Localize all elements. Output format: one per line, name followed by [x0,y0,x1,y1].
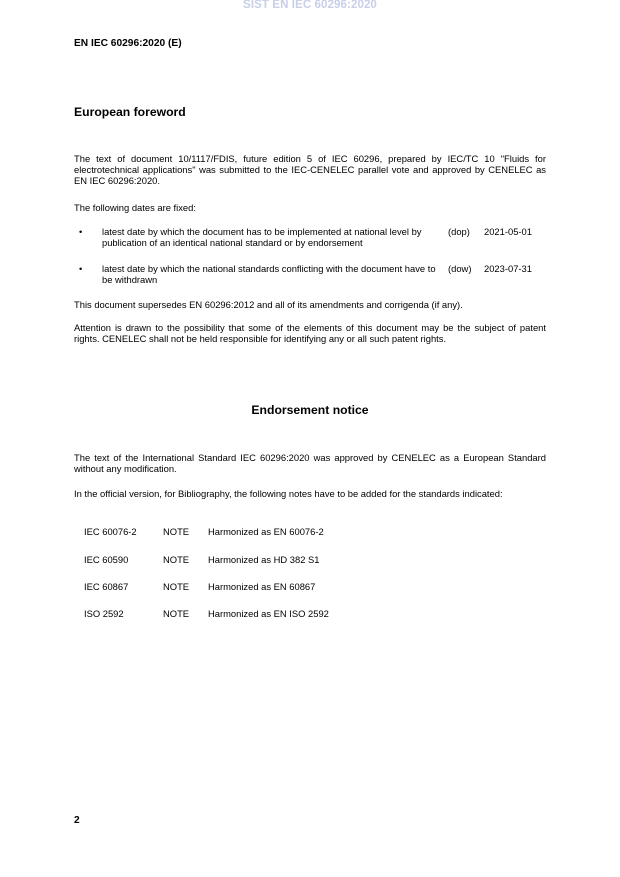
standard-note: NOTE [163,581,190,592]
date-item-code: (dop) [448,226,470,237]
standard-ref: ISO 2592 [84,608,124,619]
attention-text: Attention is drawn to the possibility that some of the elements of this document may be the subject of patent rights. CENELEC shall not be held responsible for identifying any or all such patent rights. [74,322,546,344]
endorsement-approved: The text of the International Standard IEC 60296:2020 was approved by CENELEC as a European Standard without any modification. [74,452,546,474]
standard-ref: IEC 60590 [84,554,129,565]
date-item-date: 2021-05-01 [484,226,532,237]
bibliography-intro: In the official version, for Bibliography, the following notes have to be added for the standards indicated: [74,488,503,499]
standard-note: NOTE [163,608,190,619]
foreword-title: European foreword [74,105,186,119]
bullet-icon: • [79,226,83,237]
standard-ref: IEC 60076-2 [84,526,137,537]
standard-row [84,608,484,620]
standard-row [84,554,484,566]
date-item-code: (dow) [448,263,472,274]
standard-ref: IEC 60867 [84,581,129,592]
standard-note: NOTE [163,526,190,537]
date-item-date: 2023-07-31 [484,263,532,274]
date-item-dop [74,226,546,250]
watermark: SIST EN IEC 60296:2020 [243,0,377,11]
standard-row [84,526,484,538]
page-number: 2 [74,815,80,826]
foreword-intro: The text of document 10/1117/FDIS, future edition 5 of IEC 60296, prepared by IEC/TC 10 "Fluids for electrotechnical applications" was submitted to the IEC-CENELEC parallel vote and approved by CENELEC as EN IEC 60296:2020. [74,153,546,186]
standard-row [84,581,484,593]
date-item-text: latest date by which the national standards conflicting with the document have to be withdrawn [102,263,436,285]
standard-note: NOTE [163,554,190,565]
bullet-icon: • [79,263,83,274]
dates-intro: The following dates are fixed: [74,202,196,213]
endorsement-title: Endorsement notice [251,403,369,417]
standard-harmonized: Harmonized as EN 60867 [208,581,316,592]
date-item-text: latest date by which the document has to be implemented at national level by publication of an identical national standard or by endorsement [102,226,422,248]
document-id: EN IEC 60296:2020 (E) [74,38,182,49]
supersedes-text: This document supersedes EN 60296:2012 and all of its amendments and corrigenda (if any). [74,299,463,310]
standard-harmonized: Harmonized as EN 60076-2 [208,526,324,537]
standard-harmonized: Harmonized as EN ISO 2592 [208,608,329,619]
date-item-dow [74,263,546,287]
standard-harmonized: Harmonized as HD 382 S1 [208,554,320,565]
